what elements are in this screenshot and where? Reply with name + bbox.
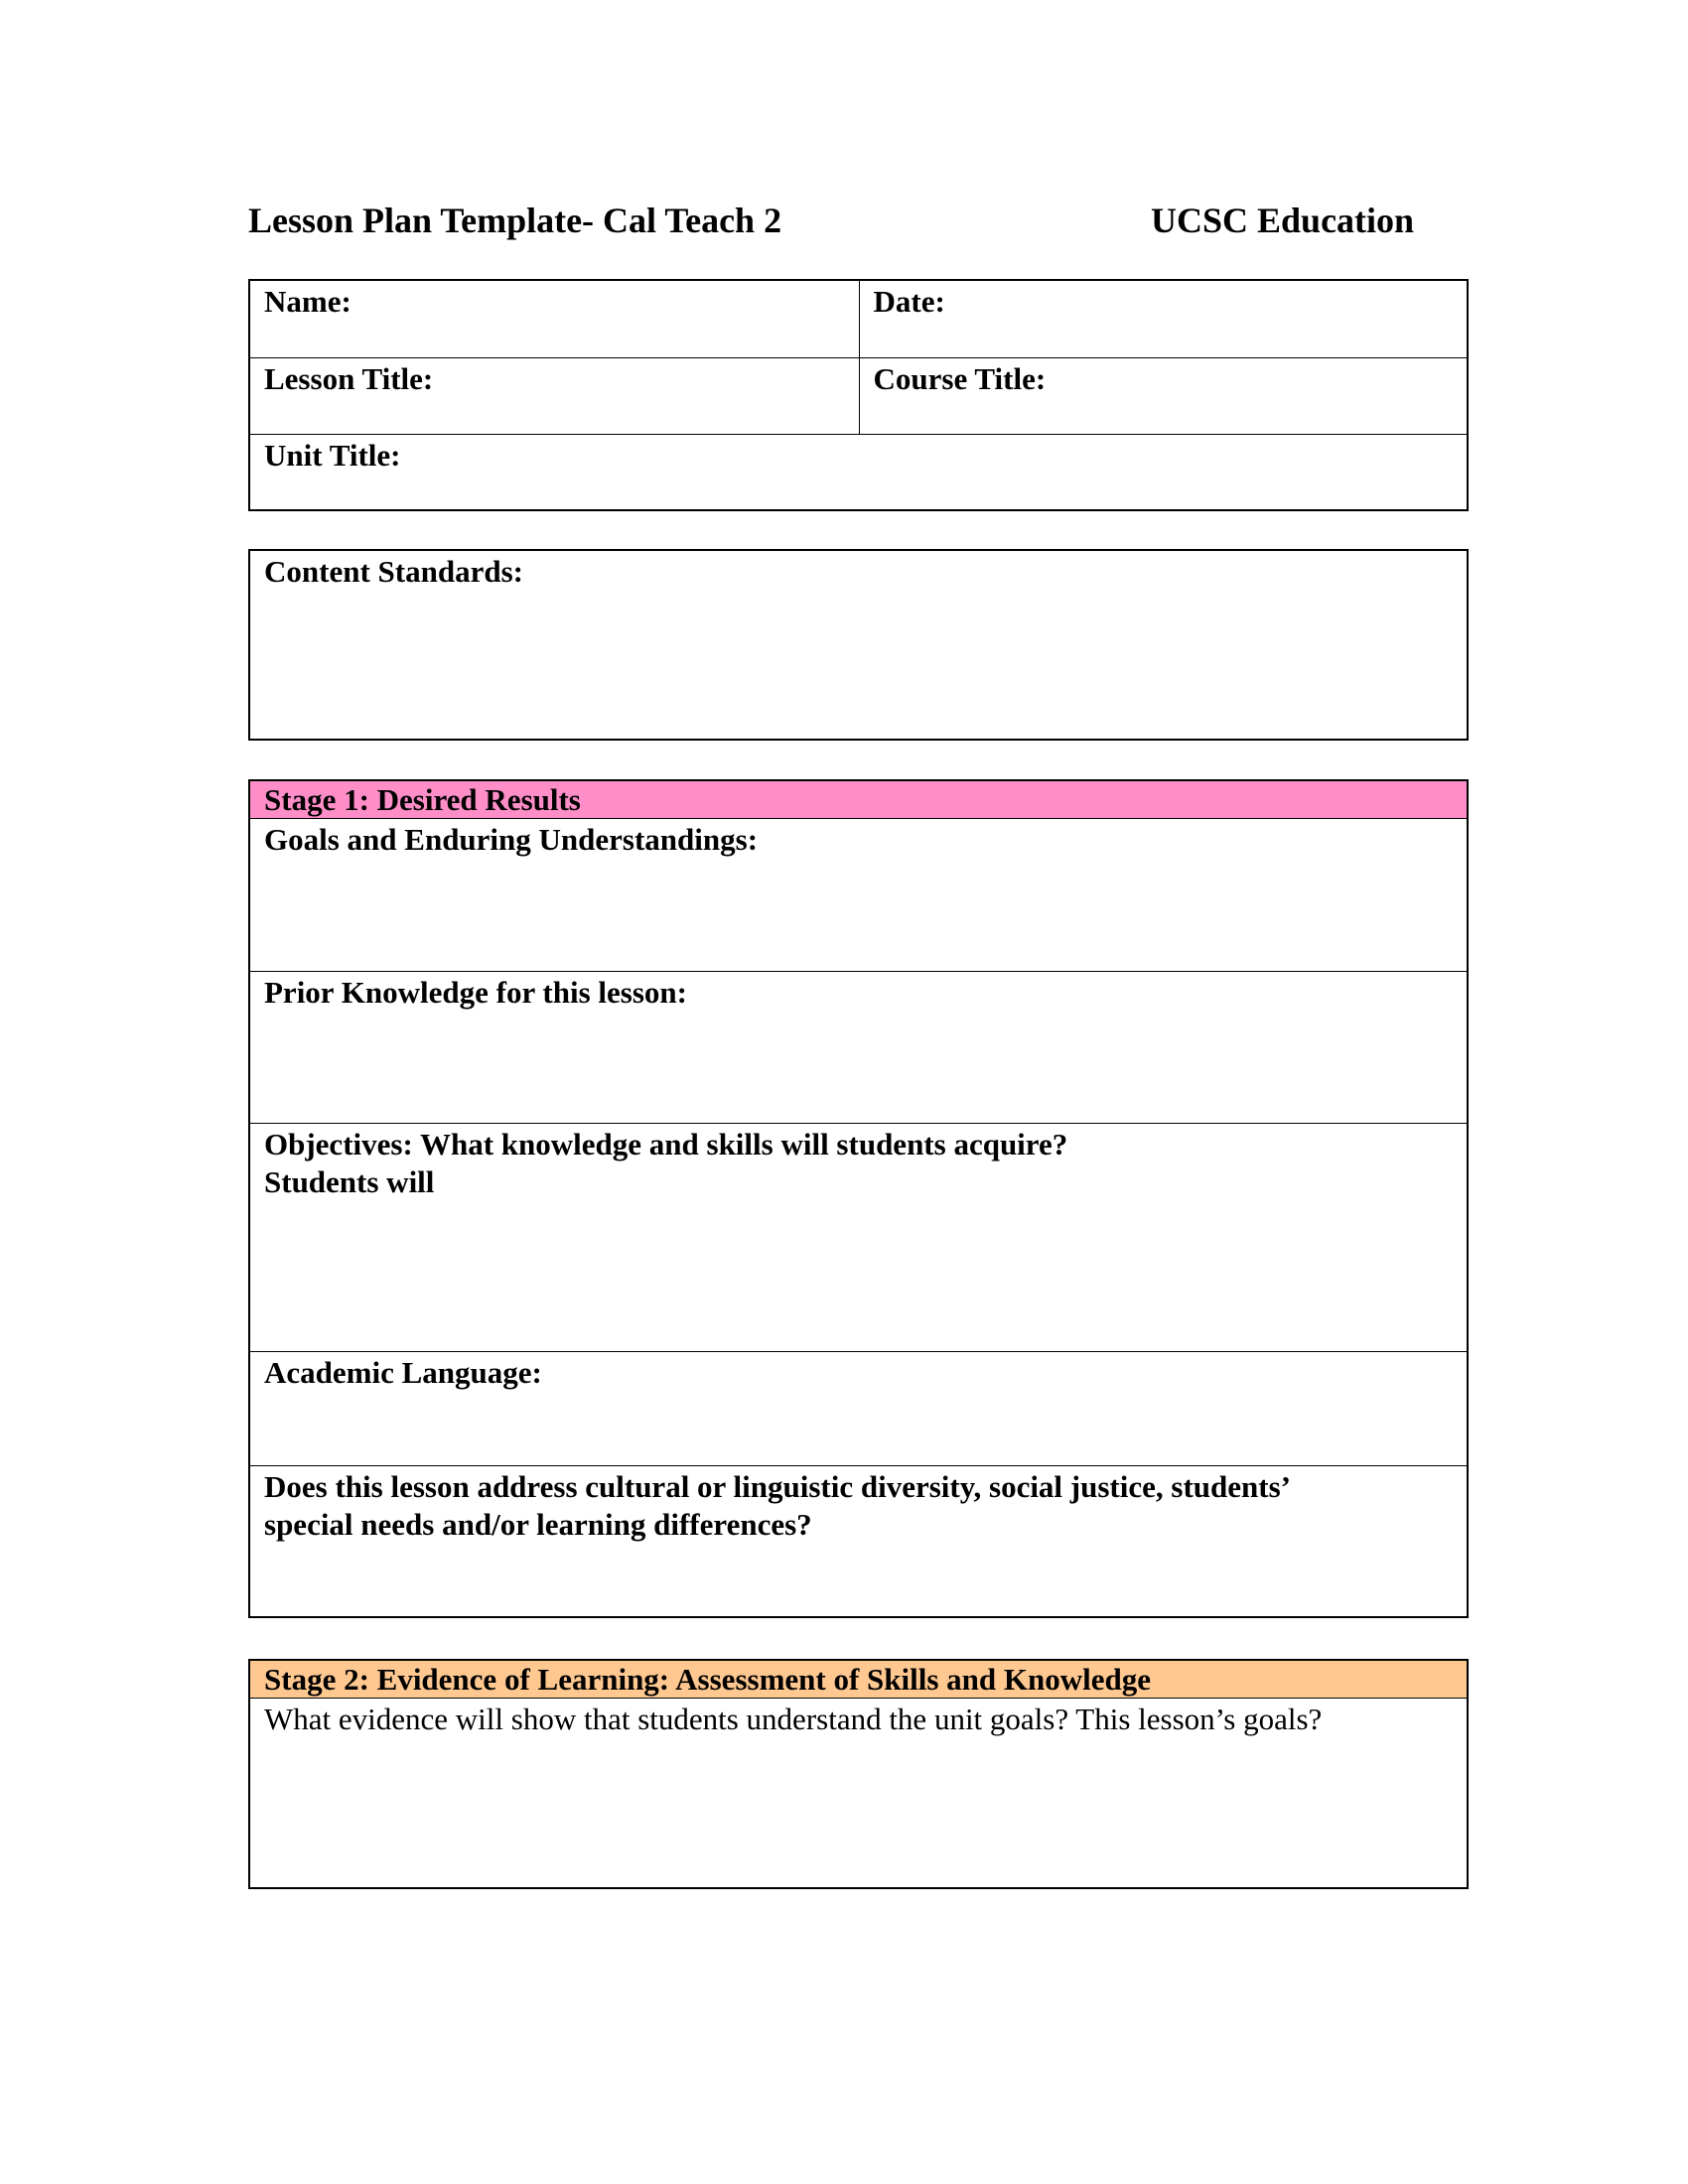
objectives-subprompt: Students will xyxy=(264,1164,435,1199)
unit-title-label: Unit Title: xyxy=(264,438,401,473)
info-table xyxy=(248,279,1469,511)
name-field[interactable] xyxy=(250,281,859,357)
academic-language-field[interactable] xyxy=(250,1352,1467,1465)
stage1-heading: Stage 1: Desired Results xyxy=(250,781,1467,819)
diversity-question-line2: special needs and/or learning differences? xyxy=(264,1507,812,1542)
academic-language-label: Academic Language: xyxy=(264,1355,542,1390)
objectives-field[interactable] xyxy=(250,1124,1467,1351)
diversity-field[interactable] xyxy=(250,1466,1467,1616)
name-label: Name: xyxy=(264,284,352,319)
content-standards-box xyxy=(248,549,1469,741)
info-row-name-date xyxy=(250,281,1467,357)
date-label: Date: xyxy=(873,284,945,319)
evidence-row xyxy=(250,1699,1467,1887)
info-row-unit xyxy=(250,434,1467,509)
goals-label: Goals and Enduring Understandings: xyxy=(264,822,759,857)
course-title-label: Course Title: xyxy=(873,361,1047,396)
goals-row xyxy=(250,819,1467,971)
lesson-title-label: Lesson Title: xyxy=(264,361,434,396)
objectives-row xyxy=(250,1123,1467,1351)
course-title-field[interactable] xyxy=(859,358,1468,434)
diversity-question-line1: Does this lesson address cultural or linguistic diversity, social justice, students’ xyxy=(264,1469,1291,1504)
objectives-label: Objectives: What knowledge and skills will students acquire? xyxy=(264,1127,1068,1161)
academic-language-row xyxy=(250,1351,1467,1465)
prior-knowledge-row xyxy=(250,971,1467,1123)
goals-field[interactable] xyxy=(250,819,1467,971)
content-standards-label: Content Standards: xyxy=(264,554,523,589)
lesson-title-field[interactable] xyxy=(250,358,859,434)
organization-name: UCSC Education xyxy=(1151,201,1415,240)
date-field[interactable] xyxy=(859,281,1468,357)
diversity-row xyxy=(250,1465,1467,1616)
info-row-titles xyxy=(250,357,1467,434)
prior-knowledge-label: Prior Knowledge for this lesson: xyxy=(264,975,687,1010)
evidence-prompt: What evidence will show that students understand the unit goals? This lesson’s goals? xyxy=(264,1702,1323,1736)
stage2-table xyxy=(248,1659,1469,1889)
prior-knowledge-field[interactable] xyxy=(250,972,1467,1123)
stage2-heading: Stage 2: Evidence of Learning: Assessment of Skills and Knowledge xyxy=(250,1661,1467,1699)
evidence-field[interactable] xyxy=(250,1699,1467,1887)
content-standards-field[interactable] xyxy=(250,551,1467,739)
unit-title-field[interactable] xyxy=(250,435,1467,509)
document-title: Lesson Plan Template- Cal Teach 2 xyxy=(248,201,782,240)
stage1-table xyxy=(248,779,1469,1618)
